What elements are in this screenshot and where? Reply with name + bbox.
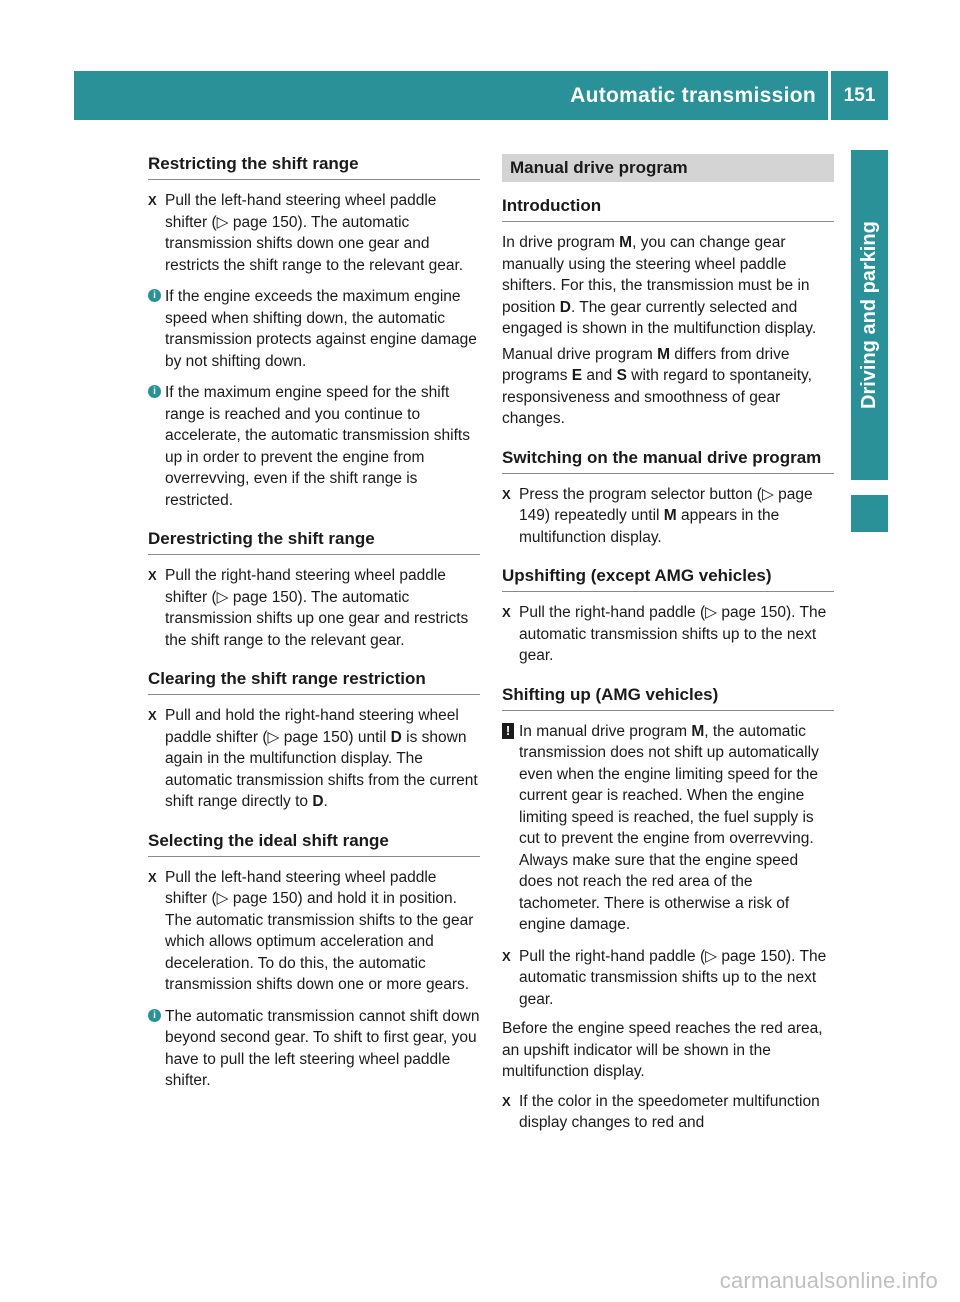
step-marker-icon: X	[148, 708, 157, 723]
heading-upshifting: Upshifting (except AMG vehicles)	[502, 562, 834, 592]
right-column	[502, 150, 834, 1134]
heading-amg: Shifting up (AMG vehicles)	[502, 681, 834, 711]
heading-restricting: Restricting the shift range	[148, 150, 480, 180]
intro-paragraph-2: Manual drive program M differs from drive programs E and S with regard to spontaneity, responsiveness and smoothness of gear changes.	[502, 345, 812, 427]
heading-introduction: Introduction	[502, 192, 834, 222]
heading-derestricting: Derestricting the shift range	[148, 525, 480, 555]
step-marker-icon: X	[148, 568, 157, 583]
side-tab-label: Driving and parking	[858, 221, 880, 409]
info-icon: i	[148, 1009, 161, 1022]
page-number: 151	[843, 85, 876, 106]
note-restrict-2: i If the maximum engine speed for the shift range is reached and you continue to accelerate, the automatic transmission shifts up in order to prevent the engine from overrevving, even if the shift range is restricted.	[148, 382, 480, 511]
step-ideal: X Pull the left-hand steering wheel paddle shifter (▷ page 150) and hold it in position. The automatic transmission shifts to the gear which allows optimum acceleration and deceleration. To do this, the automatic transmission shifts down one or more gears.	[148, 868, 474, 993]
info-icon: i	[148, 385, 161, 398]
side-tab-block	[851, 495, 888, 532]
chapter-title: Automatic transmission	[570, 84, 816, 107]
info-icon: i	[148, 289, 161, 302]
note-restrict-1: i If the engine exceeds the maximum engine speed when shifting down, the automatic transmission protects against engine damage by not shifting down.	[148, 286, 480, 372]
step-marker-icon: X	[502, 1093, 511, 1109]
step-marker-icon: X	[148, 193, 157, 208]
intro-paragraph-1: In drive program M, you can change gear manually using the steering wheel paddle shifters. For this, the transmission must be in position D. The gear currently selected and engaged is shown in the multifunction display.	[502, 234, 817, 337]
warning-amg: ! In manual drive program M, the automatic transmission does not shift up automatically even when the engine limiting speed for the current gear is reached. When the engine limiting speed is reached, the fuel supply is cut to prevent the engine from overrevving. Always make sure that the engine speed does not reach the red area of the tachometer. There is otherwise a risk of engine damage.	[502, 721, 834, 936]
step-marker-icon: X	[502, 486, 511, 502]
step-switch-on: X Press the program selector button (▷ page 149) repeatedly until M appears in the multifunction display.	[502, 485, 813, 546]
step-marker-icon: X	[148, 869, 157, 885]
watermark: carmanualsonline.info	[719, 1268, 938, 1293]
step-marker-icon: X	[502, 948, 511, 964]
step-amg: X Pull the right-hand paddle (▷ page 150). The automatic transmission shifts up to the next gear.	[502, 947, 827, 1008]
step-derestrict: X Pull the right-hand steering wheel paddle shifter (▷ page 150). The automatic transmission shifts up one gear and restricts the shift range to the relevant gear.	[148, 567, 469, 649]
step-restrict: X Pull the left-hand steering wheel paddle shifter (▷ page 150). The automatic transmission shifts down one gear and restricts the shift range to the relevant gear.	[148, 192, 464, 274]
note-ideal: i The automatic transmission cannot shift down beyond second gear. To shift to first gear, you have to pull the left steering wheel paddle shifter.	[148, 1006, 480, 1092]
warning-icon: !	[502, 723, 514, 739]
step-amg-2: X If the color in the speedometer multifunction display changes to red and	[502, 1092, 820, 1131]
step-clear: X Pull and hold the right-hand steering wheel paddle shifter (▷ page 150) until D is shown again in the multifunction display. The automatic transmission shifts from the current shift range directly to D.	[148, 707, 478, 810]
amg-paragraph: Before the engine speed reaches the red area, an upshift indicator will be shown in the multifunction display.	[502, 1020, 823, 1080]
step-marker-icon: X	[502, 605, 511, 620]
heading-ideal: Selecting the ideal shift range	[148, 827, 480, 857]
section-title-manual: Manual drive program	[502, 154, 834, 182]
header-bar	[74, 71, 888, 120]
step-upshift: X Pull the right-hand paddle (▷ page 150). The automatic transmission shifts up to the next gear.	[502, 604, 827, 664]
heading-clearing: Clearing the shift range restriction	[148, 665, 480, 695]
heading-switch-on: Switching on the manual drive program	[502, 444, 834, 474]
left-column	[148, 150, 480, 1092]
